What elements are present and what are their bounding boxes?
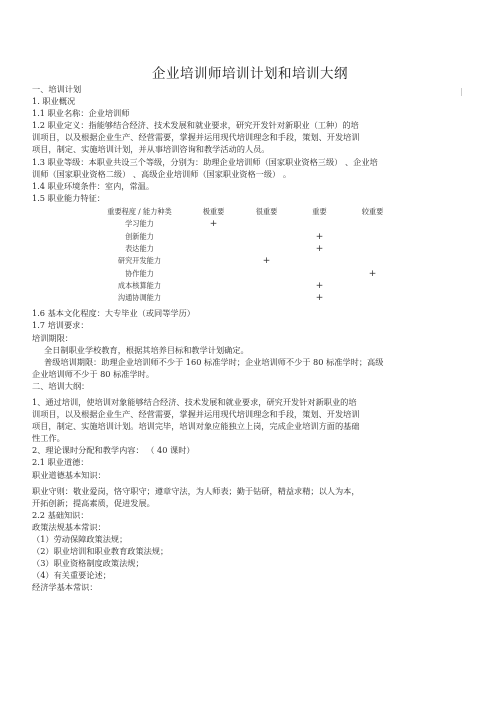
rating-mark <box>187 280 240 292</box>
table-row <box>92 280 399 292</box>
rating-mark <box>346 218 399 230</box>
paragraph-line: 1.7 培训要求： <box>32 320 89 331</box>
section-heading: 二、培训大纲： <box>32 380 90 391</box>
list-item: （4）有关重要论述； <box>32 570 111 581</box>
table-row <box>92 292 399 304</box>
rating-mark <box>346 243 399 255</box>
rating-mark: + <box>262 256 271 267</box>
paragraph-line: 经济学基本常识： <box>32 582 98 593</box>
list-item: （3）职业资格制度政策法规； <box>32 558 144 569</box>
paragraph-line: 训项目，以及根据企业生产、经营需要，掌握并运用现代培训理念和手段，策划、开发培训 <box>32 132 360 143</box>
paragraph-line: 2.1 职业道德： <box>32 457 89 468</box>
ability-name: 学习能力 <box>125 219 154 229</box>
rating-mark: + <box>315 280 324 291</box>
ability-table-header <box>92 206 399 218</box>
table-row <box>92 218 399 230</box>
rating-mark <box>187 267 240 279</box>
paragraph-line: 普级培训期限：助理企业培训师不少于 160 标准学时；企业培训师不少于 80 标准学时；高级 <box>44 356 384 367</box>
paragraph-line: 1.1 职业名称：企业培训师 <box>32 108 130 119</box>
paragraph-line: 1.3 职业等级：本职业共设三个等级，分别为：助理企业培训师（国家职业资格三级） 、企业培 <box>32 156 378 167</box>
paragraph-line: 项目，制定、实施培训计划。培训完毕，培训对象应能独立上岗，完成企业培训方面的基础 <box>32 421 360 432</box>
rating-mark <box>187 231 240 243</box>
rating-mark <box>346 255 399 267</box>
rating-mark <box>240 267 293 279</box>
rating-mark <box>240 231 293 243</box>
document-title: 企业培训师培训计划和培训大纲 <box>152 66 348 82</box>
table-row <box>92 267 399 279</box>
list-item: （2）职业培训和职业教育政策法规； <box>32 546 169 557</box>
paragraph-line: 项目，制定、实施培训计划，并从事培训咨询和教学活动的人员。 <box>32 144 270 155</box>
rating-mark <box>187 292 240 304</box>
rating-mark <box>187 243 240 255</box>
rating-mark <box>187 255 240 267</box>
header-cell: 很重要 <box>255 207 278 217</box>
rating-mark <box>293 218 346 230</box>
header-cell: 重要程度 / 能力种类 <box>107 207 172 217</box>
rating-mark <box>240 280 293 292</box>
paragraph-line: 1.4 职业环境条件：室内，常温。 <box>32 180 155 191</box>
section-heading: 一、培训计划 <box>32 84 82 94</box>
paragraph-line: 1.5 职业能力特征： <box>32 192 105 203</box>
ability-name: 协作能力 <box>125 268 154 278</box>
rating-mark <box>346 292 399 304</box>
paragraph-line: 1.6 基本文化程度：大专毕业（或同等学历） <box>32 308 195 319</box>
subsection-heading: 1. 职业概况 <box>32 96 76 107</box>
rating-mark: + <box>315 231 324 242</box>
header-cell: 较重要 <box>361 207 384 217</box>
ability-name: 表达能力 <box>125 243 154 253</box>
ability-table <box>92 206 399 304</box>
rating-mark <box>346 231 399 243</box>
rating-mark <box>240 218 293 230</box>
document-body <box>32 83 472 593</box>
paragraph-line: 训项目，以及根据企业生产、经营需要，掌握并运用现代培训理念和手段，策划、开发培训 <box>32 409 360 420</box>
paragraph-line: 职业道德基本知识： <box>32 469 106 480</box>
list-item: （1）劳动保障政策法规； <box>32 534 128 544</box>
rating-mark <box>240 243 293 255</box>
table-row <box>92 231 399 243</box>
paragraph-line: 企业培训师不少于 80 标准学时。 <box>32 368 155 379</box>
header-cell: 极重要 <box>202 207 225 217</box>
paragraph-line: 开拓创新；提高素质，促进发展。 <box>32 497 155 508</box>
rating-mark: + <box>209 219 218 230</box>
paragraph-line: 政策法规基本常识： <box>32 521 106 532</box>
ability-name: 沟通协调能力 <box>117 293 162 303</box>
paragraph-line: 1、通过培训，使培训对象能够结合经济、技术发展和就业要求，研究开发针对新职业的培 <box>32 396 357 407</box>
table-row <box>92 243 399 255</box>
rating-mark <box>240 292 293 304</box>
paragraph-line: 性工作。 <box>32 433 65 444</box>
rating-mark: + <box>315 293 324 304</box>
ability-name: 成本核算能力 <box>117 280 162 290</box>
ability-name: 研究开发能力 <box>117 256 162 266</box>
rating-mark <box>293 255 346 267</box>
header-cell: 重要 <box>312 207 327 217</box>
table-row <box>92 255 399 267</box>
paragraph-line: 职业守则：敬业爱岗，恪守职守；遵章守法，为人师表；勤于钻研，精益求精；以人为本， <box>32 485 360 496</box>
ability-name: 创新能力 <box>125 231 154 241</box>
paragraph-line: 2.2 基础知识： <box>32 509 89 520</box>
paragraph-line: 1.2 职业定义：指能够结合经济、技术发展和就业要求，研究开发针对新职业（工种）的培 <box>32 120 359 131</box>
rating-mark: + <box>315 243 324 254</box>
paragraph-line: 培训期限： <box>32 332 73 343</box>
rating-mark: + <box>368 268 377 279</box>
paragraph-line: 2、理论课时分配和教学内容： （ 40 课时） <box>32 445 195 456</box>
paragraph-line: 全日制职业学校教育，根据其培养目标和教学计划确定。 <box>44 344 249 355</box>
rating-mark <box>293 267 346 279</box>
rating-mark <box>346 280 399 292</box>
paragraph-line: 训师（国家职业资格二级） 、高级企业培训师（国家职业资格一级） 。 <box>32 168 292 179</box>
